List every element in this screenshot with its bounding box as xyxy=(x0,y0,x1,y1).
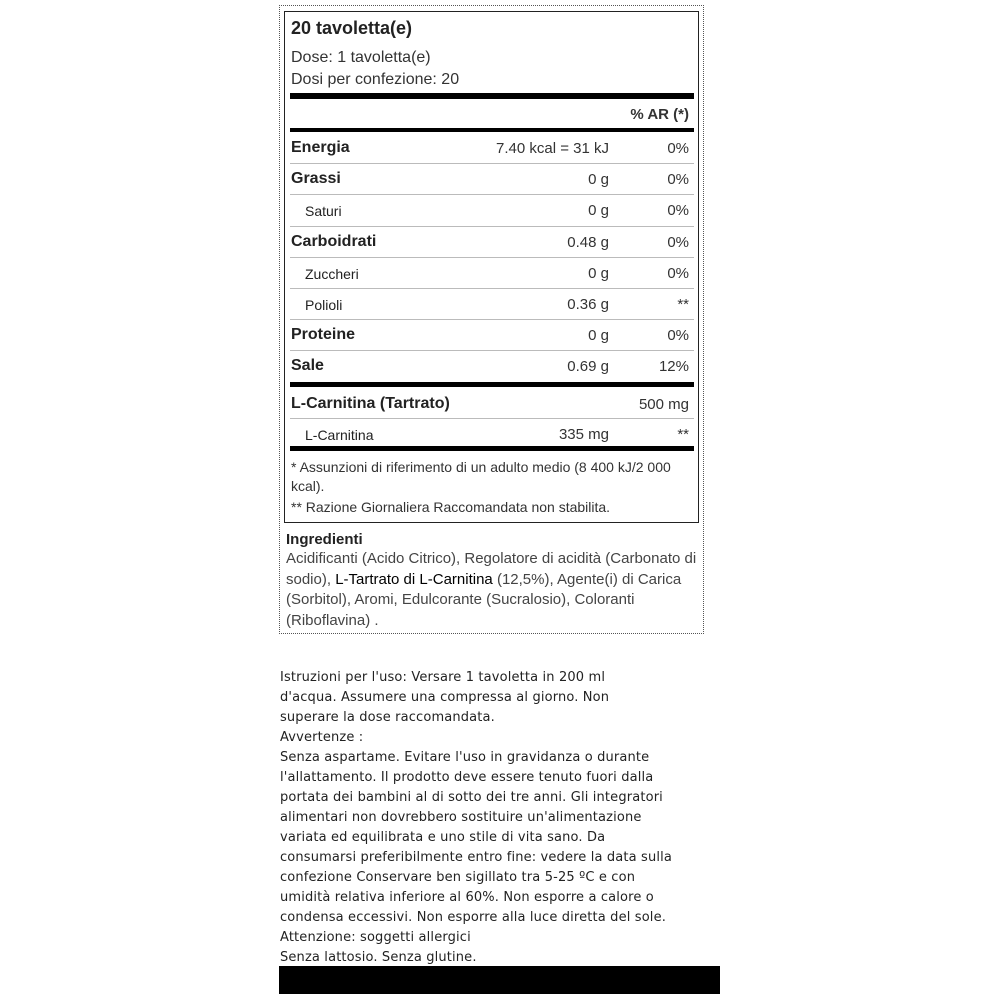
nutrient-label: Grassi xyxy=(291,170,341,188)
instruction-line: Senza lattosio. Senza glutine. xyxy=(280,950,477,965)
carnitine-sub-amount: 335 mg xyxy=(558,426,609,443)
instruction-line: alimentari non dovrebbero sostituire un'alimentazione xyxy=(280,810,642,825)
servings-per-pack: Dosi per confezione: 20 xyxy=(291,71,460,88)
nutrient-ar-percent: 0% xyxy=(667,233,689,251)
instructions-block xyxy=(280,668,720,968)
nutrient-amount: 0.69 g xyxy=(567,358,609,376)
nutrient-label: Energia xyxy=(291,139,350,156)
nutrient-ar-percent: 0% xyxy=(667,171,689,189)
serving-title: 20 tavoletta(e) xyxy=(291,18,413,38)
instruction-line: Attenzione: soggetti allergici xyxy=(280,930,471,945)
nutrient-row xyxy=(290,164,694,195)
instruction-line: condensa eccessivi. Non esporre alla luce diretta del sole. xyxy=(280,910,666,925)
instruction-line: variata ed equilibrata e uno stile di vita sano. Da xyxy=(280,830,606,845)
nutrient-amount: 0 g xyxy=(588,327,609,345)
instruction-line: umidità relativa inferiore al 60%. Non esporre a calore o xyxy=(280,890,654,905)
nutrient-row xyxy=(290,289,694,320)
nutrient-amount: 0.36 g xyxy=(567,296,609,313)
nutrient-label: Carboidrati xyxy=(291,232,377,250)
footnote-rda: ** Razione Giornaliera Raccomandata non stabilita. xyxy=(291,499,611,515)
carnitine-sub-pct: ** xyxy=(677,426,689,443)
header-divider xyxy=(290,128,694,132)
nutrient-ar-percent: 0% xyxy=(667,202,689,220)
dose-text: Dose: 1 tavoletta(e) xyxy=(291,49,431,66)
carnitine-label: L-Carnitina (Tartrato) xyxy=(291,395,450,412)
instruction-line: l'allattamento. Il prodotto deve essere tenuto fuori dalla xyxy=(280,770,654,785)
ingredients-part2: (12,5%), Agente(i) di Carica (Sorbitol), Aromi, Edulcorante (Sucralosio), Coloranti (Riboflavina) . xyxy=(286,570,682,629)
nutrient-amount: 0 g xyxy=(588,171,609,189)
ingredients-text xyxy=(286,549,702,631)
instruction-line: Senza aspartame. Evitare l'uso in gravidanza o durante xyxy=(280,750,650,765)
nutrient-label: Saturi xyxy=(305,203,342,220)
nutrient-ar-percent: 0% xyxy=(667,327,689,345)
nutrient-label: Zuccheri xyxy=(305,265,359,282)
nutrient-ar-percent: ** xyxy=(677,296,689,313)
instruction-line: consumarsi preferibilmente entro fine: vedere la data sulla xyxy=(280,850,673,865)
nutrient-row xyxy=(290,195,694,226)
instruction-line: d'acqua. Assumere una compressa al giorno. Non xyxy=(280,690,610,705)
nutrient-row xyxy=(290,227,694,258)
nutrient-row xyxy=(290,351,694,382)
carnitine-sub-label: L-Carnitina xyxy=(305,427,374,443)
instruction-line: Avvertenze : xyxy=(280,730,364,745)
nutrient-ar-percent: 12% xyxy=(658,358,689,376)
nutrient-label: Proteine xyxy=(291,326,356,344)
nutrient-amount: 0 g xyxy=(588,264,609,282)
nutrition-facts-panel xyxy=(284,11,699,523)
instruction-line: portata dei bambini al di sotto dei tre anni. Gli integratori xyxy=(280,790,663,805)
carnitine-amount: 500 mg xyxy=(638,396,689,413)
thick-divider xyxy=(290,93,694,99)
carnitine-row xyxy=(290,389,694,420)
nutrient-amount: 7.40 kcal = 31 kJ xyxy=(496,140,609,157)
nutrient-row xyxy=(290,258,694,289)
nutrient-row xyxy=(290,133,694,164)
ingredients-title: Ingredienti xyxy=(286,531,363,548)
ar-column-header: % AR (*) xyxy=(630,106,689,123)
nutrient-ar-percent: 0% xyxy=(667,264,689,282)
nutrient-amount: 0 g xyxy=(588,202,609,220)
instruction-line: confezione Conservare ben sigillato tra 5-25 ºC e con xyxy=(280,870,636,885)
footnote-reference-intake: * Assunzioni di riferimento di un adulto medio (8 400 kJ/2 000 kcal). xyxy=(291,459,671,494)
ingredients-highlight: L-Tartrato di L-Carnitina xyxy=(335,570,493,588)
instruction-line: superare la dose raccomandata. xyxy=(280,710,495,725)
nutrient-row xyxy=(290,320,694,351)
instruction-line: Istruzioni per l'uso: Versare 1 tavoletta in 200 ml xyxy=(280,670,606,685)
black-bar xyxy=(279,966,720,994)
nutrient-label: Sale xyxy=(291,357,324,375)
footnote-divider xyxy=(290,446,694,451)
nutrient-ar-percent: 0% xyxy=(667,140,689,157)
nutrient-amount: 0.48 g xyxy=(567,233,609,251)
nutrient-label: Polioli xyxy=(305,297,343,313)
carnitine-divider xyxy=(290,382,694,387)
ingredients-part1: Acidificanti (Acido Citrico), Regolatore di acidità (Carbonato di sodio), xyxy=(286,550,697,588)
